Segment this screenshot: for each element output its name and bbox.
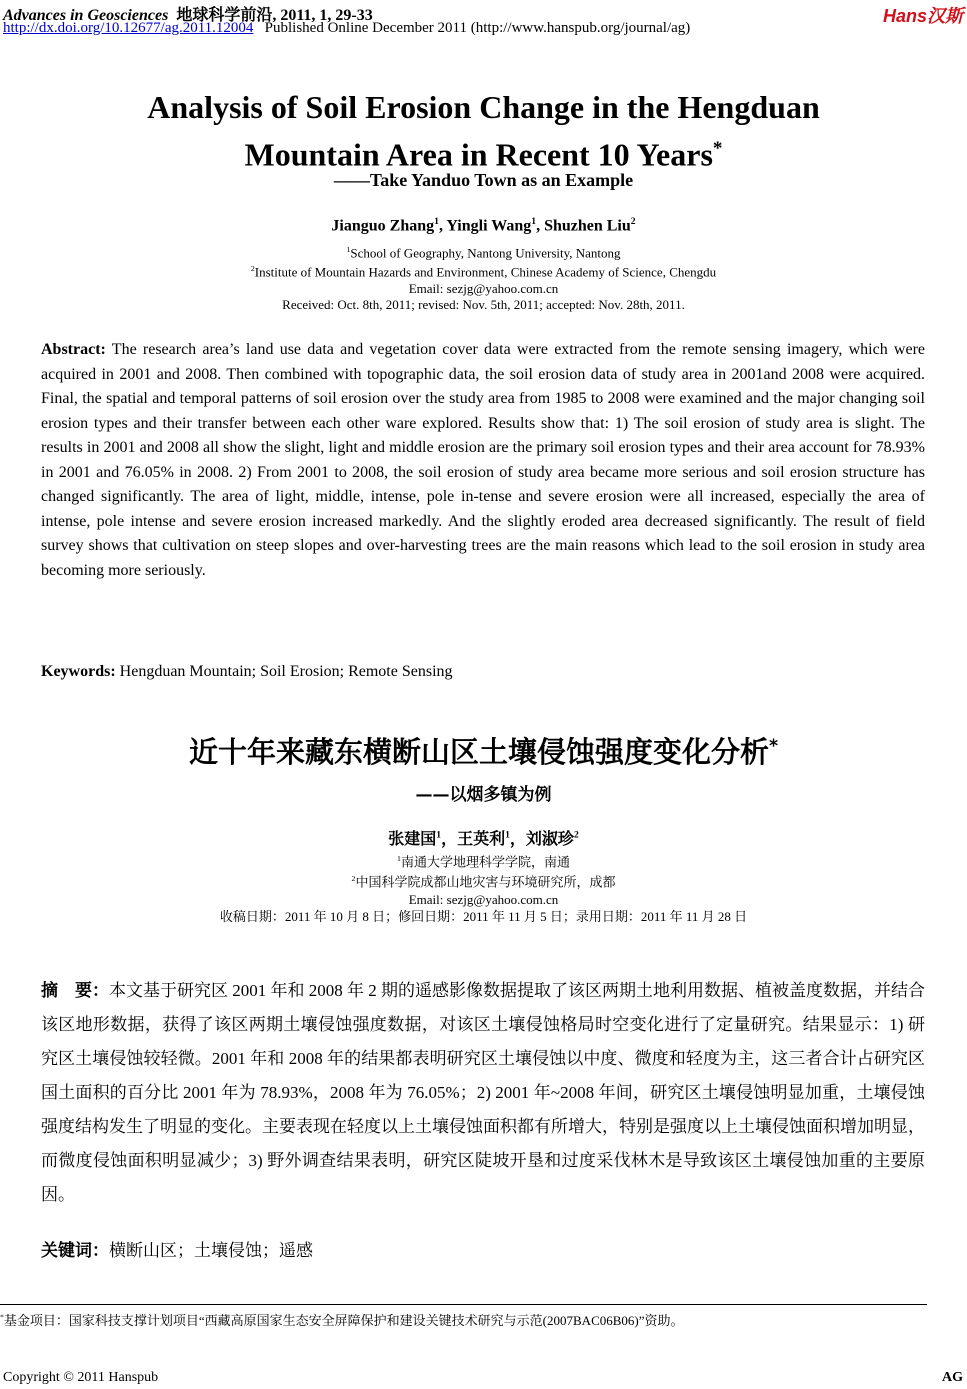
title-en [0,86,967,176]
abstract-en [41,338,925,583]
received-dates: 收稿日期：2011 年 10 月 8 日；修回日期：2011 年 11 月 5 日；录用日期：2011 年 11 月 28 日 [219,908,748,924]
doi-line [3,20,690,37]
affiliations-en [0,242,967,313]
abstract-label: Abstract: [41,341,106,358]
affiliation: School of Geography, Nantong University, Nantong [350,245,621,261]
author-sup: 2 [630,216,636,227]
authors-zh: 张建国$^1$，王英利$^1$，刘淑珍$^2$ [388,829,579,848]
abstract-zh [41,974,925,1212]
footnote-text: 基金项目：国家科技支撑计划项目“西藏高原国家生态安全屏障保护和建设关键技术研究与示范(2007BAC06B06)”资助。 [3,1313,684,1328]
keywords-label: 关键词： [41,1241,109,1260]
received-dates: Received: Oct. 8th, 2011; revised: Nov. 5th, 2011; accepted: Nov. 28th, 2011. [282,296,685,312]
aff-sup: 2 [351,874,356,884]
affiliations-zh [0,850,967,925]
author: 张建国 [388,831,437,848]
hanspub-logo: Hans汉斯 [882,6,963,26]
affiliation: Institute of Mountain Hazards and Environment, Chinese Academy of Science, Chengdu [254,264,717,280]
author-sup: 1 [436,829,442,841]
published-note: Published Online December 2011 (http://www.hanspub.org/journal/ag) [264,20,691,36]
title-footnote-mark: * [768,736,779,757]
author: 刘淑珍 [525,831,574,848]
author-sup: 1 [531,216,537,227]
title-line2: Mountain Area in Recent 10 Years [244,136,713,173]
affiliation: 南通大学地理科学学院，南通 [400,854,570,870]
copyright: Copyright © 2011 Hanspub [3,1370,159,1385]
title-footnote-mark: * [712,138,723,159]
author-sup: 2 [573,829,579,841]
email: Email: sezjg@yahoo.com.cn [408,280,559,296]
author: 王英利 [457,831,506,848]
title-line1: Analysis of Soil Erosion Change in the Hengduan [147,89,820,125]
title-zh [0,730,967,771]
author-sup: 1 [505,829,510,841]
email: Email: sezjg@yahoo.com.cn [408,891,559,907]
abstract-text: 本文基于研究区 2001 年和 2008 年 2 期的遥感影像数据提取了该区两期土地利用数据、植被盖度数据，并结合该区地形数据，获得了该区两期土壤侵蚀强度数据，对该区土壤侵蚀格局时空变化进行了定量研究。结果显示：1) 研究区土壤侵蚀较轻微。2001 年和 2008 年的结果都表明研究区土壤侵蚀以中度、微度和轻度为主，这三者合计占研究区国土面积的百分比 2001 年为 78.93%，2008 年为 76.05%；2) 2001 年~2008 年间，研究区土壤侵蚀明显加重，土壤侵蚀强度结构发生了明显的变化。主要表现在轻度以上土壤侵蚀面积都有所增大，特别是强度以上土壤侵蚀面积增加明显，而微度侵蚀面积明显减少；3) 野外调查结果表明，研究区陡坡开垦和过度采伐林木是导致该区土壤侵蚀加重的主要原因。 [41,981,925,1204]
abstract-text: The research area’s land use data and vegetation cover data were extracted from the remote sensing imagery, which were acquired in 2001 and 2008. Then combined with topographic data, the soil erosion data of study area in 2001and 2008 were acquired. Final, the spatial and temporal patterns of soil erosion over the study area from 1985 to 2008 were examined and the major changing soil erosion types and their transfer between each other ware explored. Results show that: 1) The soil erosion of study area is slight. The results in 2001 and 2008 all show the slight, light and middle erosion are the primary soil erosion types and their area account for 78.93% in 2001 and 76.05% in 2008. 2) From 2001 to 2008, the soil erosion of study area became more serious and soil erosion structure has changed significantly. The area of light, middle, intense, pole in-tense and severe erosion were all increased, especially the area of intense, pole intense and severe erosion increased markedly. And the slightly eroded area decreased significantly. The result of field survey shows that cultivation on steep slopes and over-harvesting trees are the main reasons which lead to the soil erosion in study area becoming more seriously. [41,341,925,579]
authors-en: Jianguo Zhang$^1$, Yingli Wang$^1$, Shuzhen Liu$^2$ [331,216,636,235]
subtitle-zh: ——以烟多镇为例 [415,785,552,805]
keywords-en [41,660,925,685]
abstract-label: 摘 要： [41,981,109,1000]
doi-link[interactable]: http://dx.doi.org/10.12677/ag.2011.12004 [3,20,254,36]
aff-sup: 1 [397,854,401,863]
journal-citation: 地球科学前沿, 2011, 1, 29-33 [176,7,373,24]
author: Shuzhen Liu [544,217,631,235]
title-zh-text: 近十年来藏东横断山区土壤侵蚀强度变化分析 [188,735,769,769]
aff-sup: 2 [250,264,255,274]
journal-name: Advances in Geosciences [3,7,169,24]
journal-abbr: AG [942,1370,963,1385]
affiliation: 中国科学院成都山地灾害与环境研究所，成都 [355,874,616,890]
footnote-divider [0,1304,927,1305]
author: Jianguo Zhang [331,217,435,235]
subtitle-en: ——Take Yanduo Town as an Example [333,170,634,190]
aff-sup: 1 [346,245,351,254]
author-sup: 1 [434,216,439,227]
footnote [0,1310,684,1329]
keywords-text: 横断山区；土壤侵蚀；遥感 [109,1241,313,1260]
keywords-label: Keywords: [41,663,116,680]
footnote-mark: * [0,1312,4,1322]
keywords-zh [41,1234,925,1268]
keywords-text: Hengduan Mountain; Soil Erosion; Remote Sensing [115,663,453,680]
author: Yingli Wang [446,217,532,235]
